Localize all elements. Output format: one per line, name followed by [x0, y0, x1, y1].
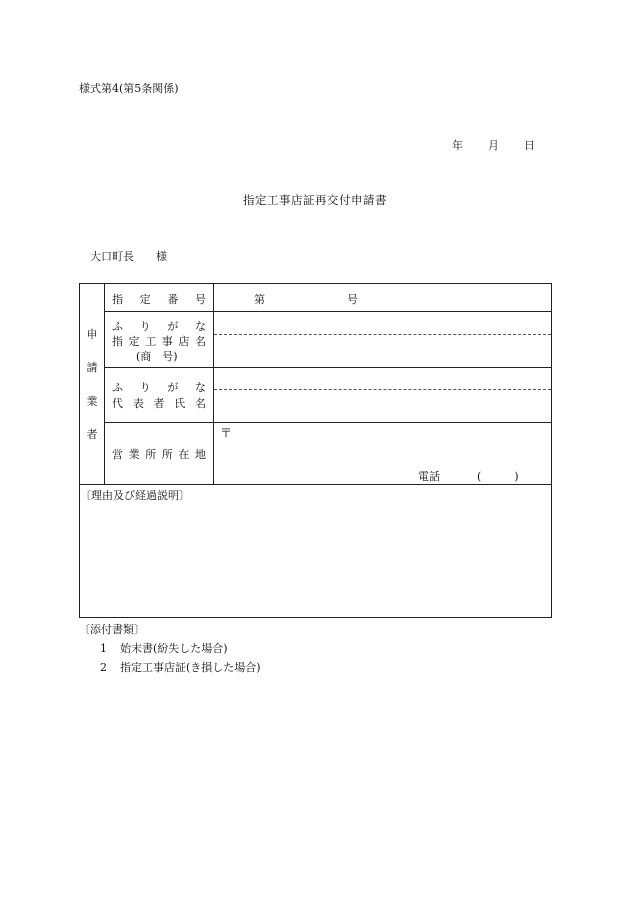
- office-address-label: 営 業 所 所 在 地: [112, 448, 206, 461]
- side-char: 業: [86, 394, 98, 408]
- attachment-number: 1: [100, 642, 107, 655]
- row-divider-3: [104, 422, 551, 423]
- phone-label: 電話: [418, 470, 440, 483]
- representative-name-label: 代 表 者 氏 名: [112, 397, 206, 410]
- shop-furigana-divider: [214, 334, 551, 335]
- designation-number-prefix: 第: [254, 293, 265, 306]
- addressee: 大口町長 様: [90, 250, 167, 263]
- date-month: 月: [488, 139, 499, 152]
- attachments-heading: 〔添付書類〕: [79, 623, 145, 636]
- side-char: 者: [86, 427, 98, 441]
- row-divider-2: [104, 367, 551, 368]
- rep-furigana-label: ふ り が な: [112, 381, 206, 394]
- date-day: 日: [524, 139, 535, 152]
- side-char: 申: [86, 328, 98, 341]
- date-line: [452, 137, 535, 153]
- attachment-item: [100, 659, 261, 675]
- applicant-side-label: [80, 326, 104, 442]
- attachment-text: 始末書(紛失した場合): [120, 642, 228, 655]
- attachment-text: 指定工事店証(き損した場合): [120, 661, 261, 674]
- reason-box: [79, 484, 552, 618]
- attachment-item: [100, 640, 228, 656]
- row-divider-1: [104, 311, 551, 312]
- date-year: 年: [452, 139, 463, 152]
- document-title: 指定工事店証再交付申請書: [243, 193, 387, 207]
- postal-mark: 〒: [220, 426, 233, 440]
- rep-furigana-divider: [214, 389, 551, 390]
- shop-name-label: 指 定 工 事 店 名: [112, 335, 206, 348]
- shop-furigana-label: ふ り が な: [112, 320, 206, 333]
- reason-label: 〔理由及び経過説明〕: [80, 489, 190, 502]
- side-column-divider: [104, 283, 105, 484]
- designation-number-suffix: 号: [347, 293, 358, 306]
- form-number: 様式第4(第5条関係): [79, 82, 179, 95]
- designation-number-label: 指 定 番 号: [112, 293, 206, 306]
- shop-trade-name-label: (商 号): [136, 350, 178, 363]
- label-column-divider: [213, 283, 214, 484]
- side-char: 請: [86, 361, 98, 375]
- attachment-number: 2: [100, 661, 107, 674]
- phone-paren: ( ): [477, 470, 519, 483]
